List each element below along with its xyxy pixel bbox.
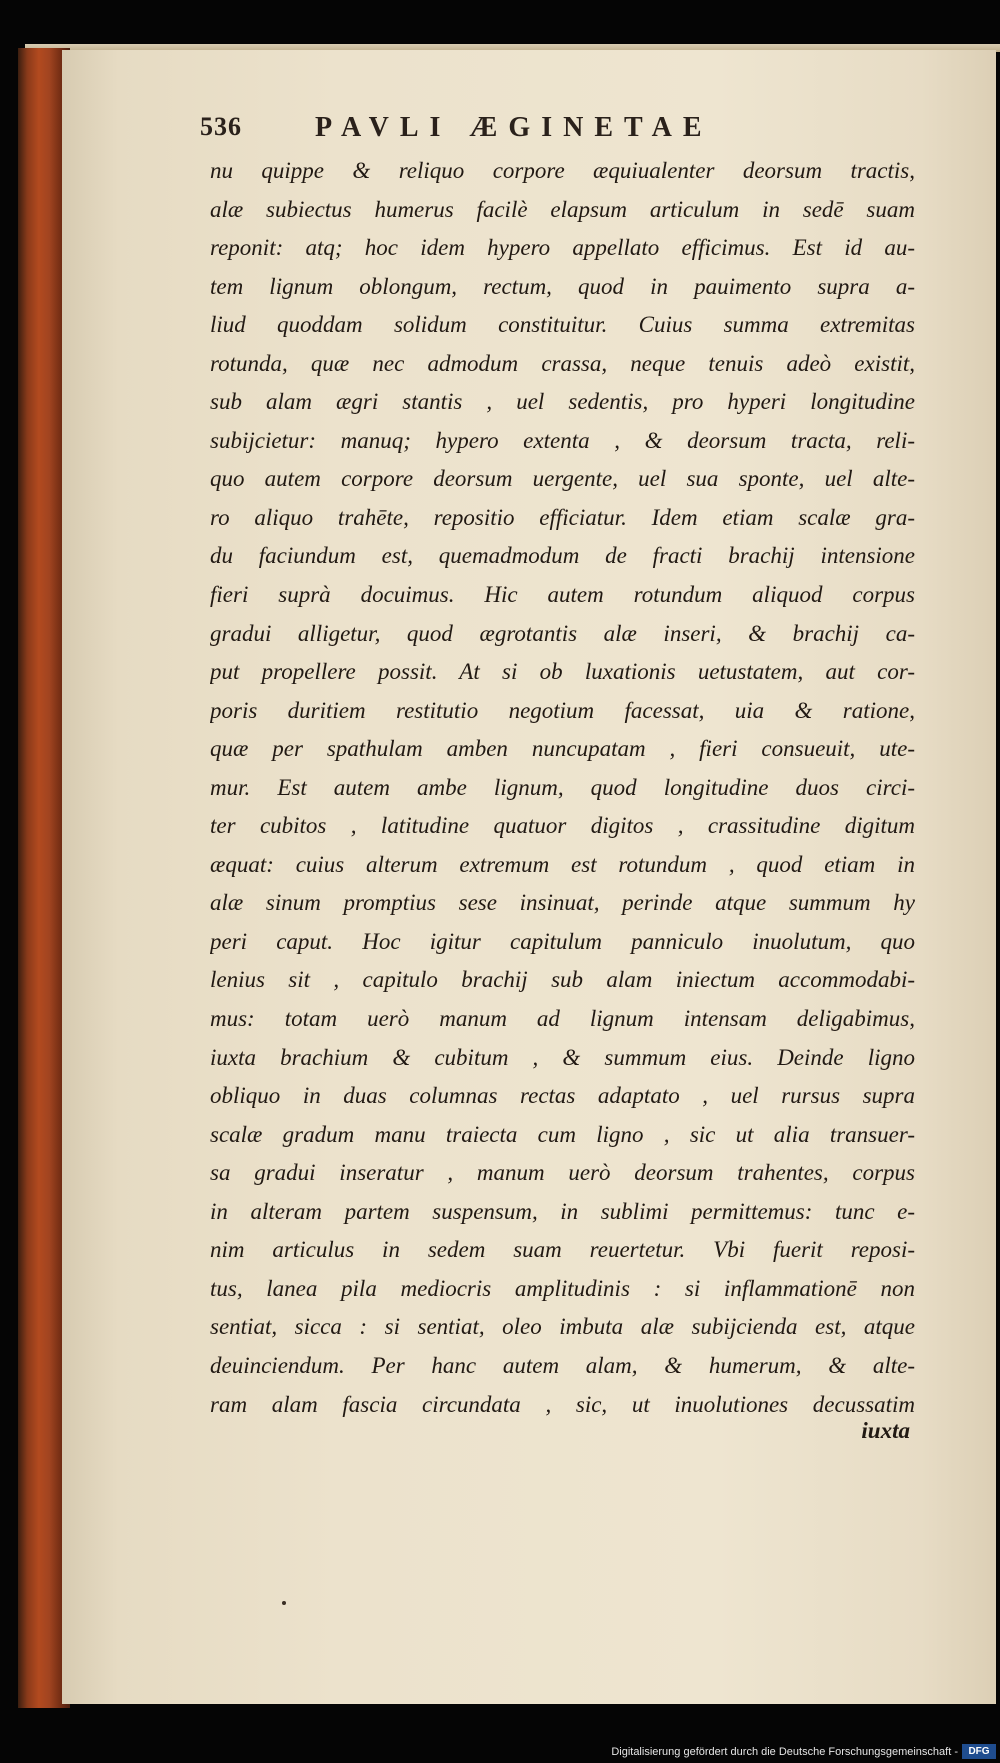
text-line: rotunda, quæ nec admodum crassa, neque tenuis adeò existit, — [210, 350, 915, 376]
text-line: nu quippe & reliquo corpore æquiualenter deorsum tractis, — [210, 158, 915, 183]
text-line: quo autem corpore deorsum uergente, uel sua sponte, uel alte- — [210, 466, 915, 492]
text-line: nim articulus in sedem suam reuertetur. Vbi fuerit reposi- — [210, 1237, 915, 1263]
text-line: du faciundum est, quemadmodum de fracti brachij intensione — [210, 543, 915, 569]
text-line: deuinciendum. Per hanc autem alam, & humerum, & alte- — [210, 1352, 915, 1378]
dfg-logo[interactable]: DFG — [962, 1744, 996, 1759]
digitization-credit: Digitalisierung gefördert durch die Deutsche Forschungsgemeinschaft - — [611, 1746, 958, 1758]
text-line: quæ per spathulam amben nuncupatam , fieri consueuit, ute- — [210, 736, 915, 762]
text-line: alæ sinum promptius sese insinuat, perinde atque summum hy — [210, 890, 915, 916]
text-line: alæ subiectus humerus facilè elapsum articulum in sedē suam — [210, 196, 915, 222]
text-line: gradui alligetur, quod ægrotantis alæ inseri, & brachij ca- — [210, 620, 915, 646]
body-text — [210, 152, 915, 1424]
page-header — [200, 112, 920, 154]
catchword: iuxta — [861, 1418, 910, 1443]
text-line: scalæ gradum manu traiecta cum ligno , sic ut alia transuer- — [210, 1121, 915, 1147]
text-line: peri caput. Hoc igitur capitulum panniculo inuolutum, quo — [210, 928, 915, 954]
text-line: iuxta brachium & cubitum , & summum eius. Deinde ligno — [210, 1044, 915, 1070]
text-line: sentiat, sicca : si sentiat, oleo imbuta alæ subijcienda est, atque — [210, 1314, 915, 1340]
text-line: ro aliquo trahēte, repositio efficiatur. Idem etiam scalæ gra- — [210, 504, 915, 530]
text-line: ram alam fascia circundata , sic, ut inuolutiones decussatim — [210, 1391, 915, 1417]
text-line: tus, lanea pila mediocris amplitudinis : si inflammationē non — [210, 1275, 915, 1301]
text-line: reponit: atq; hoc idem hypero appellato efficimus. Est id au- — [210, 235, 915, 261]
text-line: lenius sit , capitulo brachij sub alam iniectum accommodabi- — [210, 967, 915, 993]
text-line: sa gradui inseratur , manum uerò deorsum trahentes, corpus — [210, 1160, 915, 1186]
running-title: PAVLI ÆGINETAE — [315, 112, 713, 143]
ink-speck — [282, 1601, 286, 1605]
text-line: obliquo in duas columnas rectas adaptato , uel rursus supra — [210, 1083, 915, 1109]
text-line: mur. Est autem ambe lignum, quod longitudine duos circi- — [210, 774, 915, 800]
text-line: in alteram partem suspensum, in sublimi permittemus: tunc e- — [210, 1198, 915, 1224]
text-line: fieri suprà docuimus. Hic autem rotundum aliquod corpus — [210, 582, 915, 608]
text-line: liud quoddam solidum constituitur. Cuius summa extremitas — [210, 312, 915, 338]
text-line: subijcietur: manuq; hypero extenta , & deorsum tracta, reli- — [210, 427, 915, 453]
text-line: poris duritiem restitutio negotium facessat, uia & ratione, — [210, 697, 915, 723]
page-number: 536 — [200, 112, 242, 141]
text-line: ter cubitos , latitudine quatuor digitos , crassitudine digitum — [210, 813, 915, 839]
text-line: tem lignum oblongum, rectum, quod in pauimento supra a- — [210, 273, 915, 299]
text-line: mus: totam uerò manum ad lignum intensam deligabimus, — [210, 1006, 915, 1032]
text-line: put propellere possit. At si ob luxationis uetustatem, aut cor- — [210, 659, 915, 685]
text-line: æquat: cuius alterum extremum est rotundum , quod etiam in — [210, 851, 915, 877]
text-line: sub alam ægri stantis , uel sedentis, pro hyperi longitudine — [210, 389, 915, 415]
